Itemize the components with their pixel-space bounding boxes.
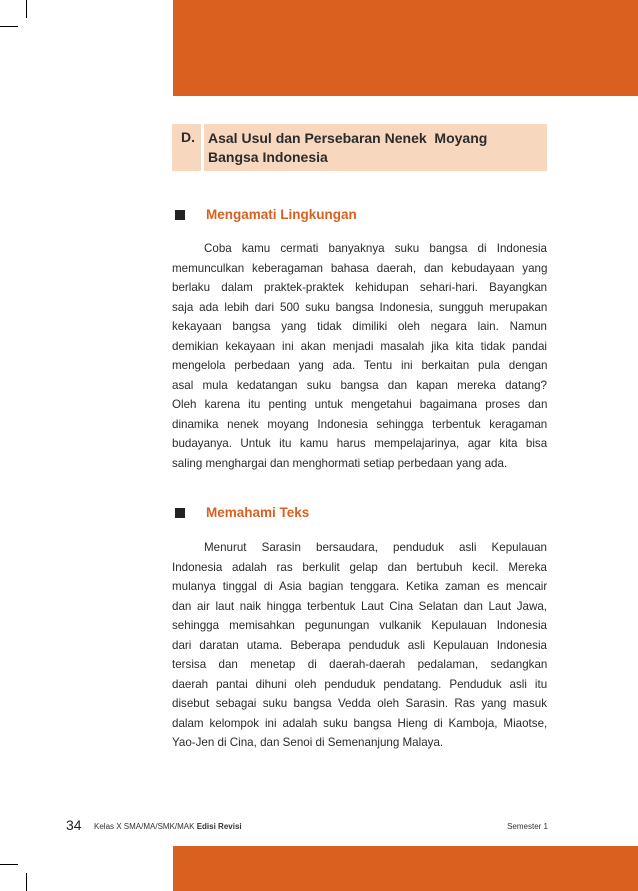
- bottom-accent-band: [173, 846, 638, 891]
- edition-label: Edisi Revisi: [196, 822, 242, 831]
- crop-mark: [26, 0, 27, 18]
- text-line: daerah pantai dihuni oleh penduduk pendatang. Penduduk asli itu: [172, 677, 548, 691]
- text-line: budayanya. Untuk itu kamu harus mempelajarinya, agar kita bisa: [172, 437, 548, 451]
- top-accent-band: [173, 0, 638, 96]
- text-line: demikian kekayaan ini akan menjadi masalah jika kita tidak pandai: [172, 339, 547, 353]
- page-footer: [66, 817, 548, 835]
- square-bullet-icon: [175, 210, 185, 220]
- text-line: mengelola perbedaan yang ada. Tentu ini berkaitan pula dengan: [172, 359, 548, 373]
- subheading-label: Memahami Teks: [206, 505, 310, 520]
- text-line: sehingga memisahkan pegunungan vulkanik Kepulauan Indonesia: [172, 619, 547, 633]
- text-line: Indonesia adalah ras berkulit gelap dan bertubuh kecil. Mereka: [172, 560, 547, 574]
- text-line: saja ada lebih dari 500 suku bangsa Indonesia, sungguh merupakan: [172, 300, 548, 314]
- section-title: [204, 124, 528, 167]
- crop-mark: [0, 864, 18, 865]
- book-title: [94, 822, 242, 831]
- section-title-line: Bangsa Indonesia: [208, 149, 328, 165]
- crop-mark: [0, 26, 18, 27]
- text-line: disebut sebagai suku bangsa Vedda oleh Sarasin. Ras yang masuk: [172, 697, 547, 711]
- crop-mark: [26, 873, 27, 891]
- paragraph-observe: [172, 239, 547, 474]
- text-line: berlaku dalam praktek-praktek kehidupan sehari-hari. Bayangkan: [172, 281, 548, 295]
- text-line: memunculkan keberagaman bahasa daerah, dan kebudayaan yang: [172, 261, 548, 275]
- text-line: dalam kelompok ini adalah suku bangsa Hieng di Kamboja, Miaotse,: [172, 716, 548, 730]
- text-line: saling menghargai dan menghormati setiap perbedaan yang ada.: [172, 457, 508, 471]
- text-line: mulanya tinggal di Asia bagian tenggara. Ketika zaman es mencair: [172, 580, 548, 594]
- subheading-understand: [175, 505, 309, 520]
- section-header: [172, 124, 547, 171]
- text-line: dari daratan utama. Beberapa penduduk asli Kepulauan Indonesia: [172, 638, 547, 652]
- text-line: Yao-Jen di Cina, dan Senoi di Semenanjung Malaya.: [172, 736, 444, 750]
- text-line: dinamika nenek moyang Indonesia sehingga terbentuk keragaman: [172, 417, 548, 431]
- text-line: Coba kamu cermati banyaknya suku bangsa di Indonesia: [204, 242, 547, 255]
- book-title-text: Kelas X SMA/MA/SMK/MAK: [94, 822, 195, 831]
- paragraph-understand: [172, 538, 547, 753]
- square-bullet-icon: [175, 508, 185, 518]
- section-title-line: Asal Usul dan Persebaran Nenek Moyang: [208, 130, 488, 146]
- text-line: Menurut Sarasin bersaudara, penduduk asli Kepulauan: [204, 541, 547, 554]
- page-number: 34: [66, 817, 82, 833]
- text-line: tersisa dan menetap di daerah-daerah pedalaman, sedangkan: [172, 658, 548, 672]
- text-line: kekayaan bangsa yang tidak dimiliki oleh negara lain. Namun: [172, 320, 547, 334]
- subheading-label: Mengamati Lingkungan: [206, 207, 357, 222]
- text-line: asal mula kedatangan suku bangsa dan kapan mereka datang?: [172, 378, 547, 392]
- text-line: dan air laut naik hingga terbentuk Laut Cina Selatan dan Laut Jawa,: [172, 599, 547, 613]
- text-line: Oleh karena itu penting untuk mengetahui bagaimana proses dan: [172, 398, 548, 412]
- section-letter: D.: [172, 124, 204, 171]
- subheading-observe: [175, 207, 357, 222]
- semester-label: Semester 1: [507, 822, 548, 831]
